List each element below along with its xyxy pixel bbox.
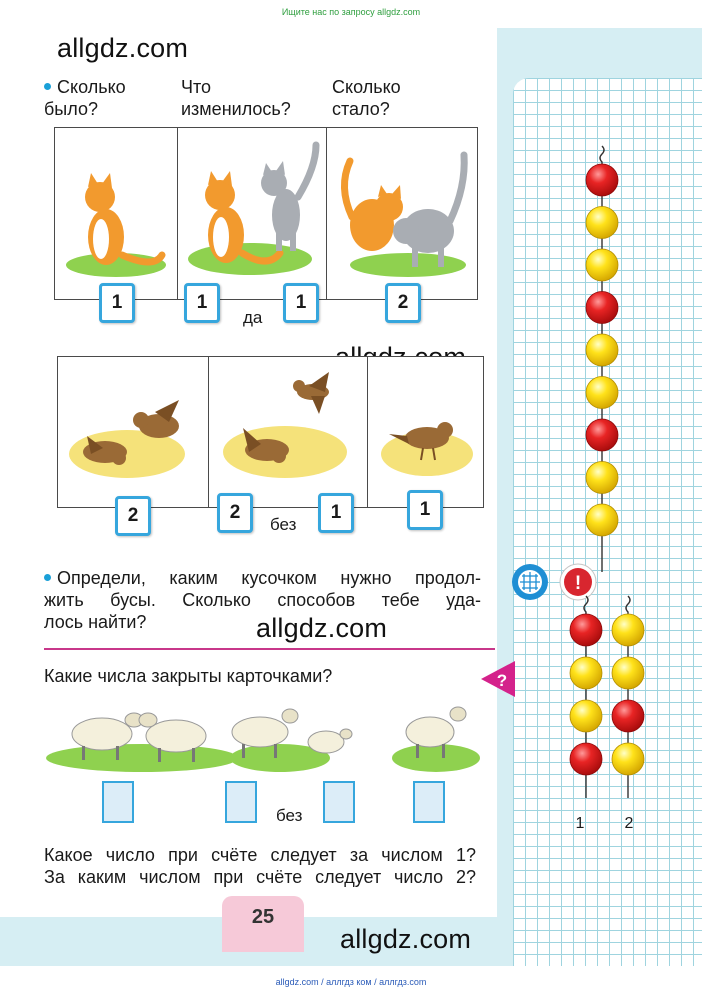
grey-cat-icon	[261, 145, 316, 251]
count-box: 2	[217, 493, 253, 533]
question-changed: Что изменилось?	[181, 77, 291, 119]
bead-strand-2	[612, 596, 644, 798]
sheep-icon	[308, 729, 352, 753]
yellow-bead	[586, 207, 618, 239]
red-bead	[570, 743, 602, 775]
hidden-number-card[interactable]	[225, 781, 257, 823]
cards-task: Какие числа закрыты карточками?	[44, 666, 333, 686]
flying-sparrow-icon	[293, 372, 329, 414]
beads-task-line2: жить бусы. Сколько способов тебе уда-	[44, 590, 481, 610]
help-marker-icon[interactable]	[481, 661, 515, 697]
bullet-icon	[44, 574, 51, 581]
count-box: 1	[99, 283, 135, 323]
svg-text:?: ?	[496, 671, 508, 690]
svg-text:!: !	[574, 573, 582, 594]
joiner-word: без	[276, 806, 303, 825]
hidden-number-card[interactable]	[102, 781, 134, 823]
yellow-bead	[586, 462, 618, 494]
counting-question-2: За каким числом при счёте следует число 2?	[44, 867, 476, 887]
count-box: 2	[385, 283, 421, 323]
page-number: 25	[251, 906, 275, 928]
grass-patch	[392, 744, 480, 772]
red-bead	[586, 164, 618, 196]
yellow-bead	[570, 700, 602, 732]
bullet-icon	[44, 83, 51, 90]
bead-strand-main	[586, 146, 618, 572]
watermark: allgdz.com	[57, 33, 189, 63]
grass-patch	[46, 744, 238, 772]
footer-note: allgdz.com / аллгдз ком / аллгдз.com	[275, 977, 427, 987]
yellow-bead	[612, 614, 644, 646]
count-box: 1	[407, 490, 443, 530]
beads-task-line1: Определи, каким кусочком нужно продол-	[44, 567, 481, 589]
section-divider	[44, 648, 495, 650]
yellow-bead	[612, 657, 644, 689]
red-bead	[586, 292, 618, 324]
red-bead	[612, 700, 644, 732]
strand-label-1: 1	[575, 815, 585, 832]
joiner-word: без	[270, 515, 297, 534]
yellow-bead	[586, 249, 618, 281]
header-note: Ищите нас по запросу allgdz.com	[281, 7, 421, 17]
yellow-bead	[586, 504, 618, 536]
count-box: 1	[184, 283, 220, 323]
hidden-number-card[interactable]	[323, 781, 355, 823]
red-bead	[586, 419, 618, 451]
cat-pair-icon	[344, 155, 464, 267]
joiner-word: да	[243, 308, 263, 327]
sparrows-illustration	[57, 356, 484, 508]
bead-strands	[513, 78, 702, 966]
watermark: allgdz.com	[256, 613, 388, 643]
hidden-number-card[interactable]	[413, 781, 445, 823]
yellow-bead	[570, 657, 602, 689]
cats-illustration	[54, 127, 478, 300]
red-bead	[570, 614, 602, 646]
grass-patch	[350, 253, 466, 277]
orange-cat-icon	[85, 173, 162, 265]
strand-label-2: 2	[624, 815, 634, 832]
count-box: 2	[115, 496, 151, 536]
watermark: allgdz.com	[340, 924, 472, 954]
yellow-bead	[586, 377, 618, 409]
count-box: 1	[318, 493, 354, 533]
beads-task-line3: лось найти?	[44, 612, 147, 632]
sheep-illustration	[44, 696, 484, 778]
bead-strand-1	[570, 596, 602, 798]
yellow-bead	[612, 743, 644, 775]
yellow-bead	[586, 334, 618, 366]
question-was: Сколько было?	[44, 77, 126, 119]
counting-question-1: Какое число при счёте следует за числом 1?	[44, 845, 476, 865]
question-became: Сколько стало?	[332, 77, 401, 119]
count-box: 1	[283, 283, 319, 323]
